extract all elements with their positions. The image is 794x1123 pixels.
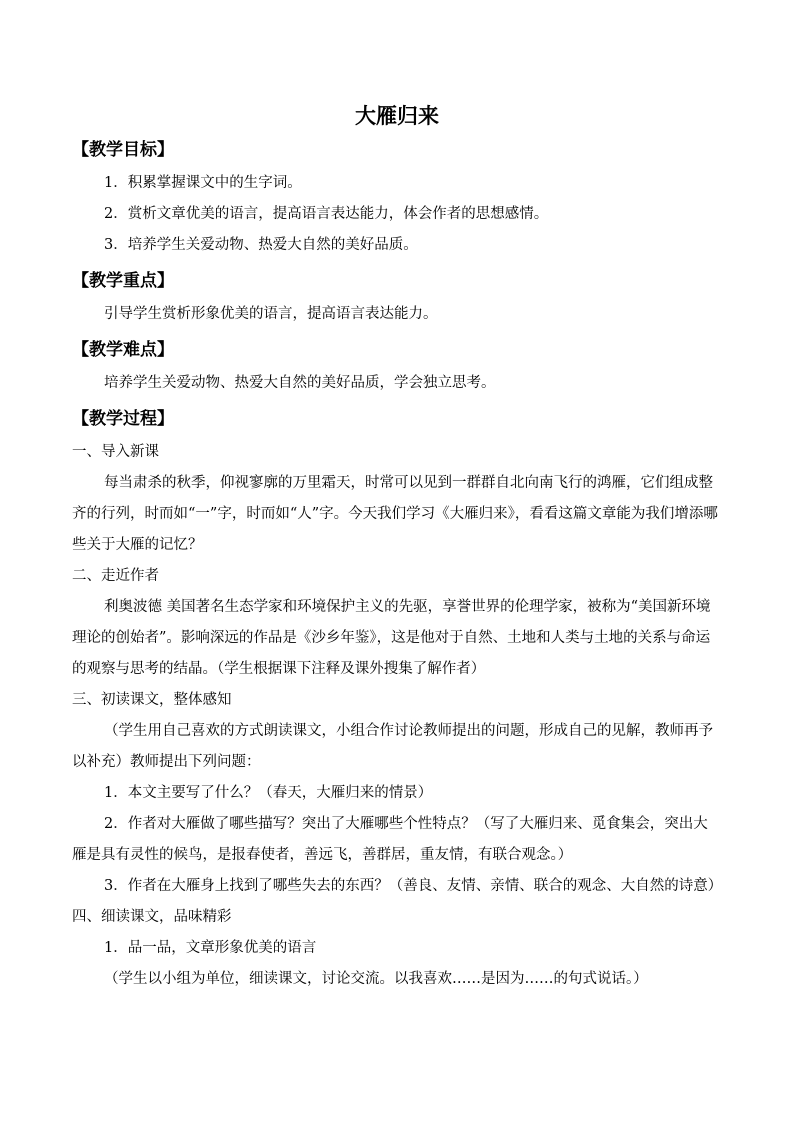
process-part3-q3: 3．作者在大雁身上找到了哪些失去的东西？（善良、友情、亲情、联合的观念、大自然的诗意） (104, 878, 723, 894)
goal-item-2: 2．赏析文章优美的语言，提高语言表达能力，体会作者的思想感情。 (104, 206, 549, 222)
key-text: 引导学生赏析形象优美的语言，提高语言表达能力。 (104, 306, 438, 322)
process-heading: 【教学过程】 (72, 409, 174, 429)
process-part4-item1: 1．品一品，文章形象优美的语言 (104, 940, 317, 956)
process-part3-q2: 2．作者对大雁做了哪些描写？突出了大雁哪些个性特点？（写了大雁归来、觅食集会，突出大雁是具有灵性的候鸟，是报春使者，善远飞，善群居，重友情，有联合观念。） (72, 816, 708, 863)
goals-heading: 【教学目标】 (72, 140, 174, 160)
process-part4-note: （学生以小组为单位，细读课文，讨论交流。以我喜欢……是因为……的句式说话。） (104, 971, 648, 987)
goal-item-3: 3．培养学生关爱动物、热爱大自然的美好品质。 (104, 237, 418, 253)
difficulty-heading: 【教学难点】 (72, 340, 174, 360)
process-part1-title: 一、导入新课 (72, 444, 159, 460)
process-part4-title: 四、细读课文，品味精彩 (72, 909, 232, 925)
process-part3-q1: 1．本文主要写了什么？（春天，大雁归来的情景） (104, 785, 433, 801)
difficulty-text: 培养学生关爱动物、热爱大自然的美好品质，学会独立思考。 (104, 375, 496, 391)
process-part3-title: 三、初读课文，整体感知 (72, 692, 232, 708)
document-title: 大雁归来 (355, 103, 439, 128)
key-heading: 【教学重点】 (72, 271, 174, 291)
process-part2-text: 利奥波德 美国著名生态学家和环境保护主义的先驱，享誉世界的伦理学家，被称为“美国新环境理论的创始者”。影响深远的作品是《沙乡年鉴》，这是他对于自然、土地和人类与土地的关系与命运的观察与思考的结晶。（学生根据课下注释及课外搜集了解作者） (72, 599, 711, 677)
document-page (72, 102, 722, 995)
process-part1-text: 每当肃杀的秋季，仰视寥廓的万里霜天，时常可以见到一群群自北向南飞行的鸿雁，它们组成整齐的行列，时而如“一”字，时而如“人”字。今天我们学习《大雁归来》，看看这篇文章能为我们增添哪些关于大雁的记忆？ (72, 475, 718, 553)
process-part3-intro: （学生用自己喜欢的方式朗读课文，小组合作讨论教师提出的问题，形成自己的见解，教师再予以补充）教师提出下列问题： (72, 723, 713, 770)
process-part2-title: 二、走近作者 (72, 568, 159, 584)
goal-item-1: 1．积累掌握课文中的生字词。 (104, 175, 302, 191)
